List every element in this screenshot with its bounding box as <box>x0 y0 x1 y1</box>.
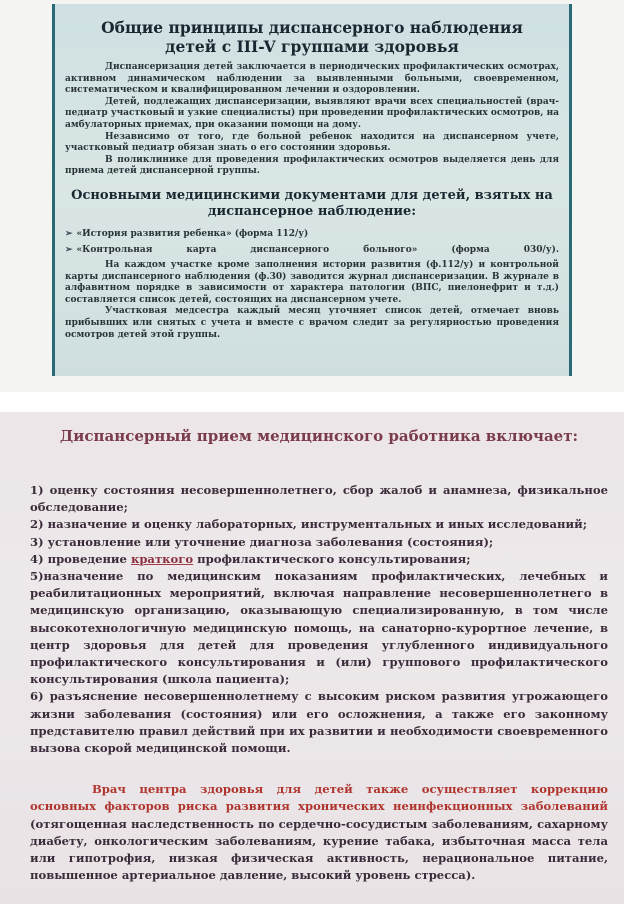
list-item <box>30 551 608 568</box>
bottom-slide-photo <box>0 392 624 904</box>
bottom-slide-title: Диспансерный прием медицинского работника включает: <box>59 427 579 445</box>
top-slide-subtitle <box>65 188 559 220</box>
top-slide-title <box>65 18 559 56</box>
top-paragraph: Независимо от того, где больной ребенок находится на диспансерном учете, участковый педиатр обязан знать о его состоянии здоровья. <box>65 131 559 154</box>
bullet-text: «История развития ребенка» (форма 112/у) <box>76 228 309 239</box>
top-subtitle-line2: диспансерное наблюдение: <box>207 203 417 219</box>
list-item: 6) разъяснение несовершеннолетнему с высоким риском развития угрожающего жизни заболевания (состояния) или его осложнения, а также его законному представителю правил действий при их развитии и необходимости своевременного вызова скорой медицинской помощи. <box>30 689 608 756</box>
top-paragraph: Детей, подлежащих диспансеризации, выявляют врачи всех специальностей (врач-педиатр участковый и узкие специалисты) при проведении профилактических осмотров, на амбулаторных приемах, при оказании помощи на дому. <box>65 96 559 130</box>
top-paragraph: Участковая медсестра каждый месяц уточняет список детей, отмечает вновь прибывших или снятых с учета и вместе с врачом следит за регулярностью проведения осмотров детей этой группы. <box>65 306 559 340</box>
item4-suffix: профилактического консультирования; <box>193 551 471 566</box>
list-item: 2) назначение и оценку лабораторных, инструментальных и иных исследований; <box>30 517 587 532</box>
list-item: 5)назначение по медицинским показаниям профилактических, лечебных и реабилитационных мероприятий, включая направление несовершеннолетнего в медицинскую организацию, оказывающую специализированную, в том числе высокотехнологичную медицинскую помощь, на санаторно-курортное лечение, в центр здоровья для детей для проведения углубленного индивидуального профилактического консультирования и (или) группового профилактического консультирования (школа пациента); <box>30 569 608 687</box>
list-item: 1) оценку состояния несовершеннолетнего, сбор жалоб и анамнеза, физикальное обследование; <box>30 483 608 515</box>
top-title-line2: детей с III-V группами здоровья <box>165 37 459 56</box>
final-highlight: Врач центра здоровья для детей также осуществляет коррекцию основных факторов риска развития хронических неинфекционных заболеваний <box>30 782 608 814</box>
bullet-arrow-icon: ➢ <box>65 228 73 239</box>
spacer <box>30 757 608 781</box>
top-paragraph: В поликлинике для проведения профилактических осмотров выделяется день для приема детей диспансерной группы. <box>65 154 559 177</box>
top-paragraph: На каждом участке кроме заполнения истории развития (ф.112/у) и контрольной карты диспансерного наблюдения (ф.30) заводится журнал диспансеризации. В журнале в алфавитном порядке в зависимости от характера патологии (ВПС, пиелонефрит и т.д.) составляется список детей, состоящих на диспансерном учете. <box>65 259 559 305</box>
top-paragraph: Диспансеризация детей заключается в периодических профилактических осмотрах, активном динамическом наблюдении за выявленными больными, своевременном, систематическом и квалифицированном лечении и оздоровлении. <box>65 62 559 96</box>
top-subtitle-line1: Основными медицинскими документами для детей, взятых на <box>71 187 553 203</box>
list-item: 3) установление или уточнение диагноза заболевания (состояния); <box>30 534 494 549</box>
final-rest: (отягощенная наследственность по сердечно-сосудистым заболеваниям, сахарному диабету, онкологическим заболеваниям, курение табака, избыточная масса тела или гипотрофия, низкая физическая активность, нерациональное питание, повышенное артериальное давление, высокий уровень стресса). <box>30 816 608 883</box>
bottom-slide <box>0 412 624 904</box>
document-bullet <box>65 228 559 240</box>
top-title-line1: Общие принципы диспансерного наблюдения <box>101 18 523 37</box>
bullet-arrow-icon: ➢ <box>65 244 73 255</box>
item4-prefix: 4) проведение <box>30 551 131 566</box>
top-slide-photo <box>0 0 624 392</box>
final-paragraph <box>30 781 608 884</box>
bullet-text: «Контрольная карта диспансерного больного» (форма 030/у). <box>76 244 559 255</box>
item4-underlined-word: краткого <box>130 551 194 566</box>
top-slide <box>52 4 572 376</box>
document-bullet <box>65 244 559 256</box>
